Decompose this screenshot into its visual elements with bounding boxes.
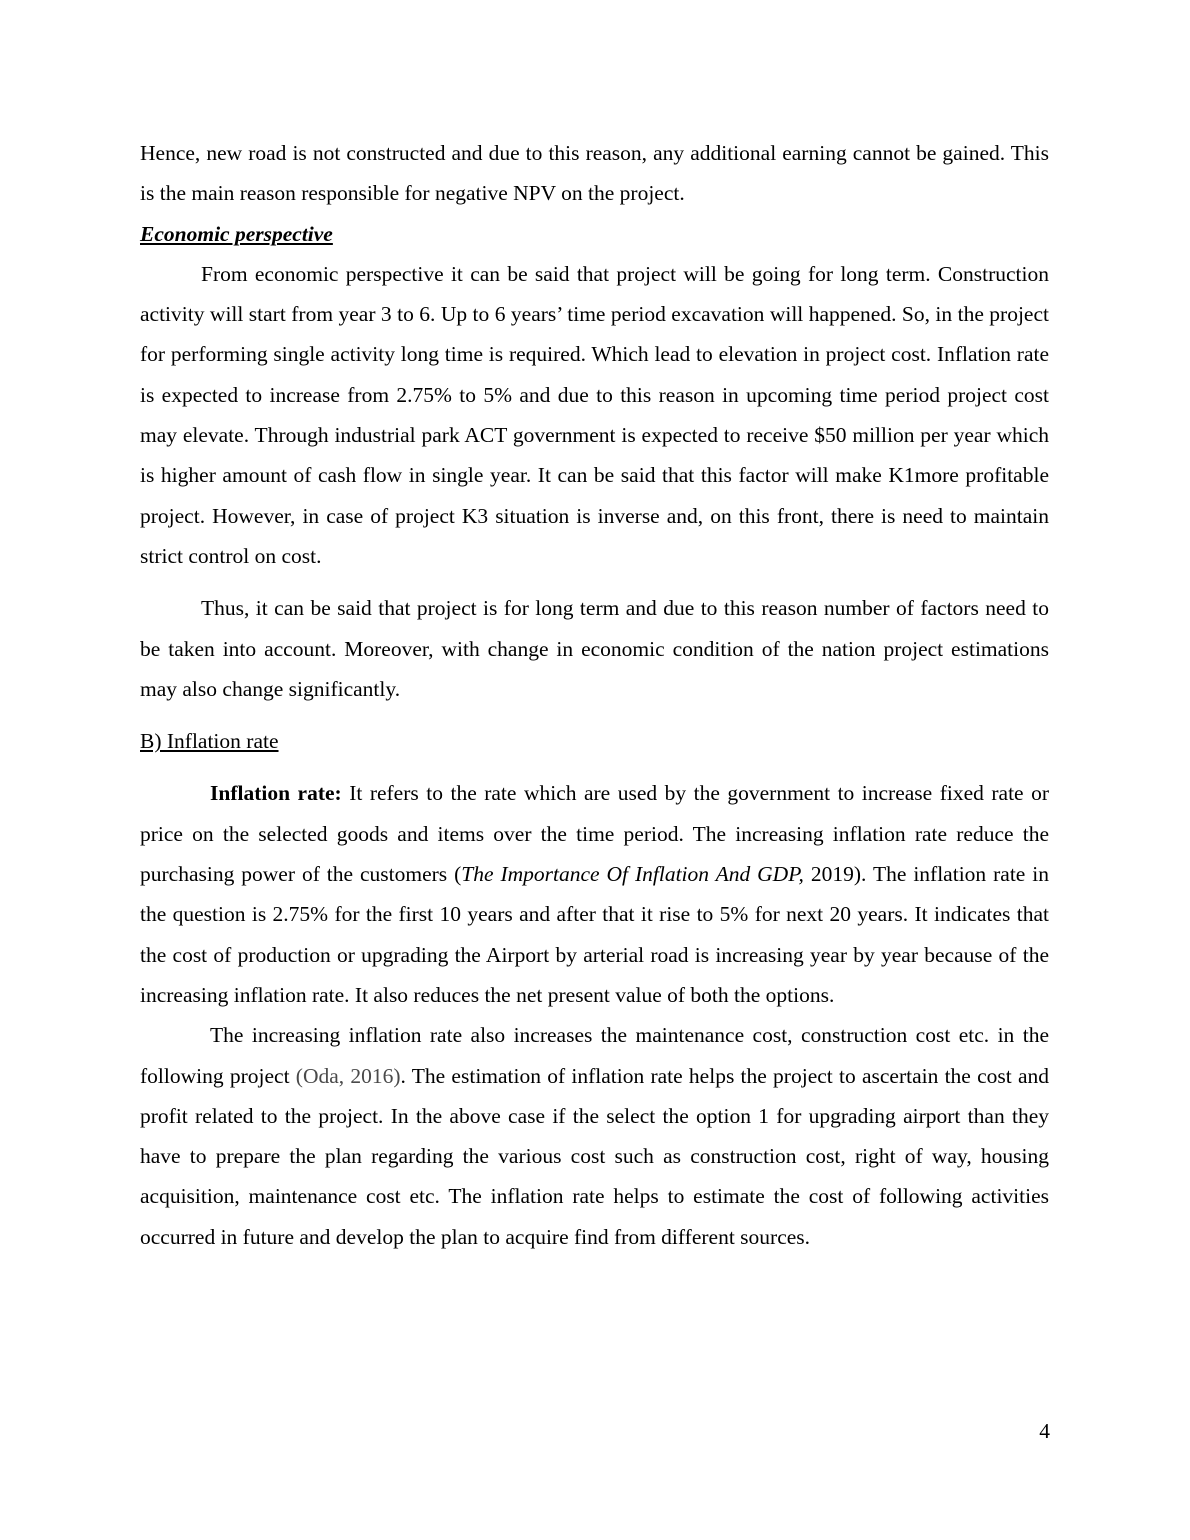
inflation-paragraph-2-text-b: . The estimation of inflation rate helps the project to ascertain the cost and profit related to the project. In the above case if the select the option 1 for upgrading airport than they have to prepare the plan regarding the various cost such as construction cost, right of way, housing acquisition, maintenance cost etc. The inflation rate helps to estimate the cost of following activities occurred in future and develop the plan to acquire find from different sources.	[140, 1063, 1050, 1249]
document-page	[140, 133, 1049, 1257]
inflation-paragraph-2	[140, 1015, 1049, 1257]
inflation-heading-text: B) Inflation rate	[140, 729, 279, 754]
section-heading-inflation-rate	[140, 721, 1049, 761]
inflation-paragraph-2-text-a: The increasing inflation rate also increases the maintenance cost, construction cost etc. in the following project	[140, 1023, 1049, 1088]
citation-oda: (Oda, 2016)	[295, 1063, 401, 1088]
continuation-paragraph: Hence, new road is not constructed and due to this reason, any additional earning cannot be gained. This is the main reason responsible for negative NPV on the project.	[140, 141, 1049, 206]
inflation-paragraph-1-text-b: 2019). The inflation rate in the question is 2.75% for the first 10 years and after that it rise to 5% for next 20 years. It indicates that the cost of production or upgrading the Airport by arterial road is increasing year by year because of the increasing inflation rate. It also reduces the net present value of both the options.	[140, 862, 1049, 1007]
inflation-rate-term: Inflation rate:	[210, 781, 342, 806]
economic-paragraph-1: From economic perspective it can be said that project will be going for long term. Construction activity will start from year 3 to 6. Up to 6 years’ time period excavation will happened. So, in the project for performing single activity long time is required. Which lead to elevation in project cost. Inflation rate is expected to increase from 2.75% to 5% and due to this reason in upcoming time period project cost may elevate. Through industrial park ACT government is expected to receive $50 million per year which is higher amount of cash flow in single year. It can be said that this factor will make K1more profitable project. However, in case of project K3 situation is inverse and, on this front, there is need to maintain strict control on cost.	[140, 261, 1049, 568]
page-number: 4	[1039, 1419, 1050, 1443]
inflation-paragraph-1-text-a: It refers to the rate which are used by the government to increase fixed rate or price on the selected goods and items over the time period. The increasing inflation rate reduce the purchasing power of the customers (	[140, 781, 1049, 887]
section-heading-economic-perspective: Economic perspective	[140, 221, 333, 246]
inflation-paragraph-1	[140, 773, 1049, 1015]
citation-title: The Importance Of Inflation And GDP,	[461, 862, 804, 887]
economic-paragraph-2: Thus, it can be said that project is for long term and due to this reason number of factors need to be taken into account. Moreover, with change in economic condition of the nation project estimations may also change significantly.	[140, 596, 1049, 701]
